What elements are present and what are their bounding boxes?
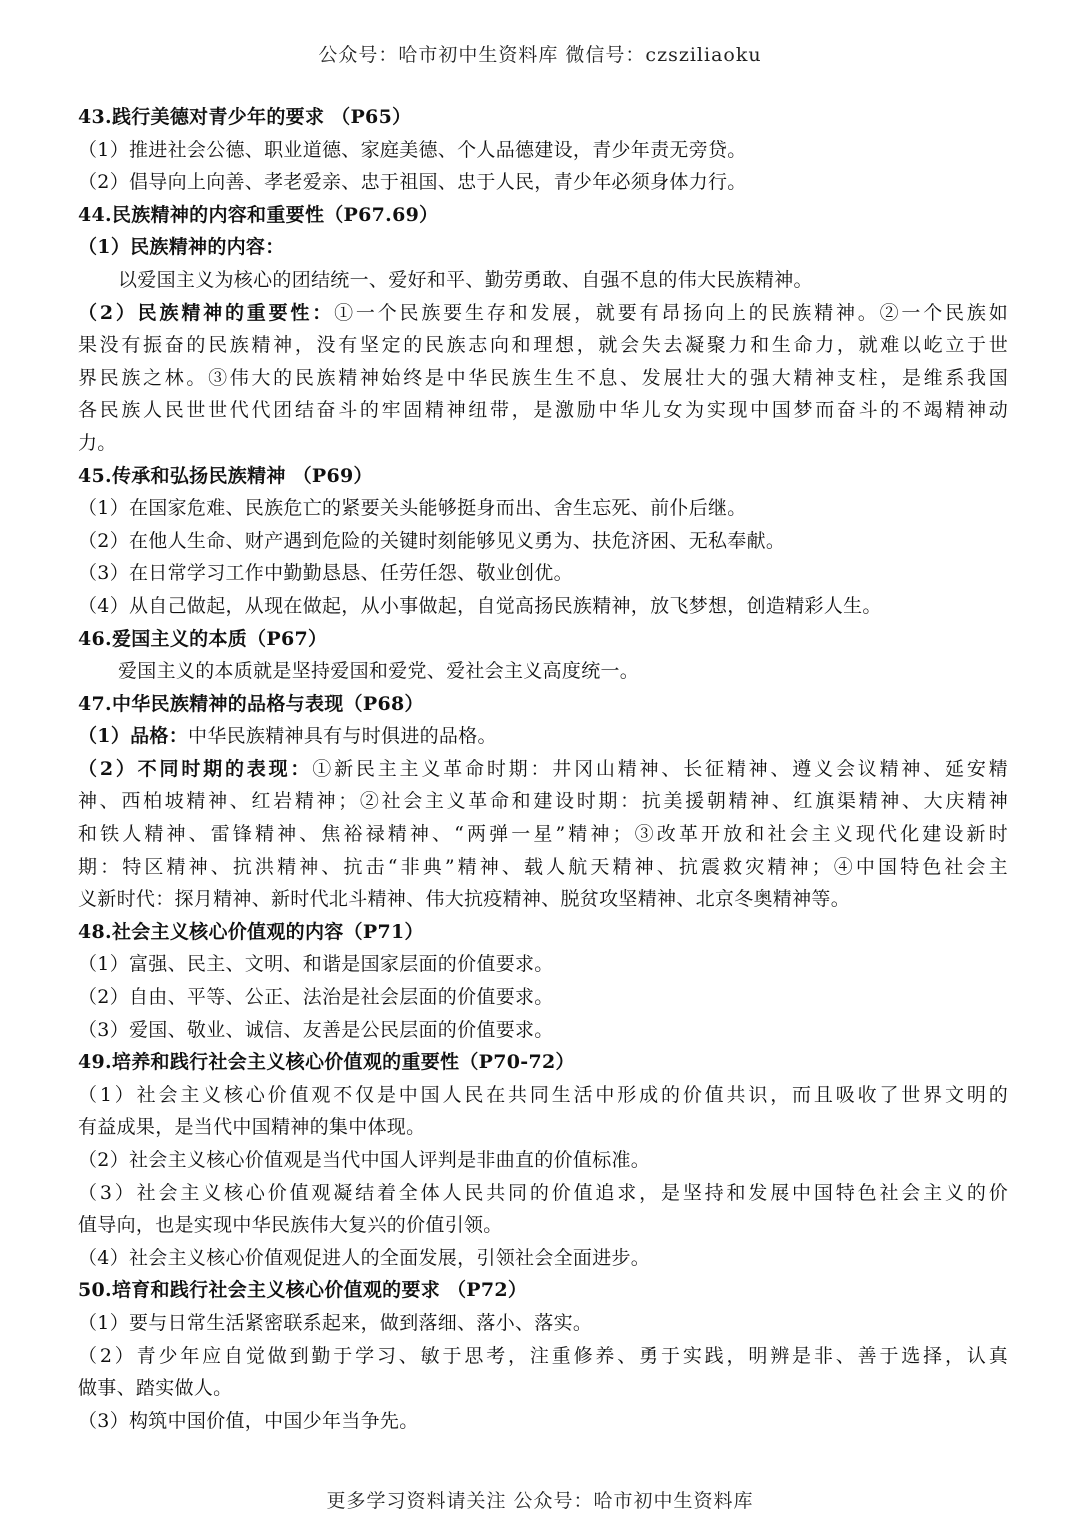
paragraph-line: 果没有振奋的民族精神，没有坚定的民族志向和理想，就会失去凝聚力和生命力，就难以屹立于世 (78, 334, 1008, 357)
section-heading: 47.中华民族精神的品格与表现（P68） (78, 692, 424, 715)
paragraph-line: 做事、踏实做人。 (78, 1377, 233, 1400)
indented-paragraph-line: 以爱国主义为核心的团结统一、爱好和平、勤劳勇敢、自强不息的伟大民族精神。 (118, 268, 813, 291)
paragraph-line: 义新时代：探月精神、新时代北斗精神、伟大抗疫精神、脱贫攻坚精神、北京冬奥精神等。 (78, 888, 851, 911)
bold-label: （2）不同时期的表现： (78, 757, 313, 780)
line-text: 中华民族精神具有与时俱进的品格。 (188, 725, 497, 748)
paragraph-line: 界民族之林。③伟大的民族精神始终是中华民族生生不息、发展壮大的强大精神支柱，是维系我国 (78, 366, 1008, 389)
paragraph-line: （2）青少年应自觉做到勤于学习、敏于思考，注重修养、勇于实践，明辨是非、善于选择，认真 (78, 1344, 1008, 1367)
paragraph-line: 神、西柏坡精神、红岩精神；②社会主义革命和建设时期：抗美援朝精神、红旗渠精神、大庆精神 (78, 790, 1008, 813)
paragraph-line: 和铁人精神、雷锋精神、焦裕禄精神、“两弹一星”精神；③改革开放和社会主义现代化建设新时 (78, 823, 1008, 846)
paragraph-line: （2）在他人生命、财产遇到危险的关键时刻能够见义勇为、扶危济困、无私奉献。 (78, 529, 786, 552)
indented-paragraph-line: 爱国主义的本质就是坚持爱国和爱党、爱社会主义高度统一。 (118, 660, 640, 683)
paragraph-line: （1）要与日常生活紧密联系起来，做到落细、落小、落实。 (78, 1311, 593, 1334)
line-text: ①新民主主义革命时期：井冈山精神、长征精神、遵义会议精神、延安精 (312, 757, 1008, 780)
paragraph-line: （4）社会主义核心价值观促进人的全面发展，引领社会全面进步。 (78, 1246, 651, 1269)
paragraph-line: （1）在国家危难、民族危亡的紧要关头能够挺身而出、舍生忘死、前仆后继。 (78, 497, 747, 520)
section-heading: 46.爱国主义的本质（P67） (78, 627, 328, 650)
paragraph-line: （1）推进社会公德、职业道德、家庭美德、个人品德建设，青少年责无旁贷。 (78, 138, 747, 161)
paragraph-line: （3）在日常学习工作中勤勤恳恳、任劳任怨、敬业创优。 (78, 562, 573, 585)
paragraph-line: （1）社会主义核心价值观不仅是中国人民在共同生活中形成的价值共识，而且吸收了世界文明的 (78, 1083, 1008, 1106)
paragraph-line: （3）爱国、敬业、诚信、友善是公民层面的价值要求。 (78, 1018, 554, 1041)
paragraph-line: （2）社会主义核心价值观是当代中国人评判是非曲直的价值标准。 (78, 1149, 651, 1171)
bold-label: （1）品格： (78, 725, 189, 748)
line-text: ①一个民族要生存和发展，就要有昂扬向上的民族精神。②一个民族如 (334, 301, 1008, 324)
section-heading: 43.践行美德对青少年的要求 （P65） (78, 106, 412, 128)
paragraph-line: （3）构筑中国价值，中国少年当争先。 (78, 1409, 419, 1432)
section-heading: 50.培育和践行社会主义核心价值观的要求 （P72） (78, 1279, 528, 1302)
section-heading: 48.社会主义核心价值观的内容（P71） (78, 920, 424, 943)
paragraph-line (78, 753, 1008, 786)
paragraph-line: 期：特区精神、抗洪精神、抗击“非典”精神、载人航天精神、抗震救灾精神；④中国特色社会主 (78, 855, 1008, 878)
section-heading: （1）民族精神的内容： (78, 236, 285, 259)
section-heading: 45.传承和弘扬民族精神 （P69） (78, 464, 373, 487)
paragraph-line: （3）社会主义核心价值观凝结着全体人民共同的价值追求，是坚持和发展中国特色社会主义的价 (78, 1181, 1008, 1204)
paragraph-line: 力。 (78, 431, 117, 454)
paragraph-line: （2）倡导向上向善、孝老爱亲、忠于祖国、忠于人民，青少年必须身体力行。 (78, 171, 747, 194)
paragraph-line: 有益成果，是当代中国精神的集中体现。 (78, 1116, 426, 1139)
page-header: 公众号：哈市初中生资料库 微信号：czsziliaoku (318, 44, 762, 66)
bold-label: （2）民族精神的重要性： (78, 301, 335, 324)
paragraph-line: （1）富强、民主、文明、和谐是国家层面的价值要求。 (78, 953, 554, 976)
document-body (78, 101, 1008, 1437)
paragraph-line: （2）自由、平等、公正、法治是社会层面的价值要求。 (78, 986, 554, 1009)
paragraph-line (78, 297, 1008, 330)
paragraph-line: （4）从自己做起，从现在做起，从小事做起，自觉高扬民族精神，放飞梦想，创造精彩人生。 (78, 594, 882, 617)
paragraph-line (78, 720, 1008, 753)
page-footer: 更多学习资料请关注 公众号：哈市初中生资料库 (326, 1490, 754, 1512)
paragraph-line: 值导向，也是实现中华民族伟大复兴的价值引领。 (78, 1214, 503, 1237)
section-heading: 44.民族精神的内容和重要性（P67.69） (78, 203, 439, 226)
paragraph-line: 各民族人民世世代代团结奋斗的牢固精神纽带，是激励中华儿女为实现中国梦而奋斗的不竭精神动 (78, 399, 1008, 422)
section-heading: 49.培养和践行社会主义核心价值观的重要性（P70-72） (78, 1051, 575, 1074)
